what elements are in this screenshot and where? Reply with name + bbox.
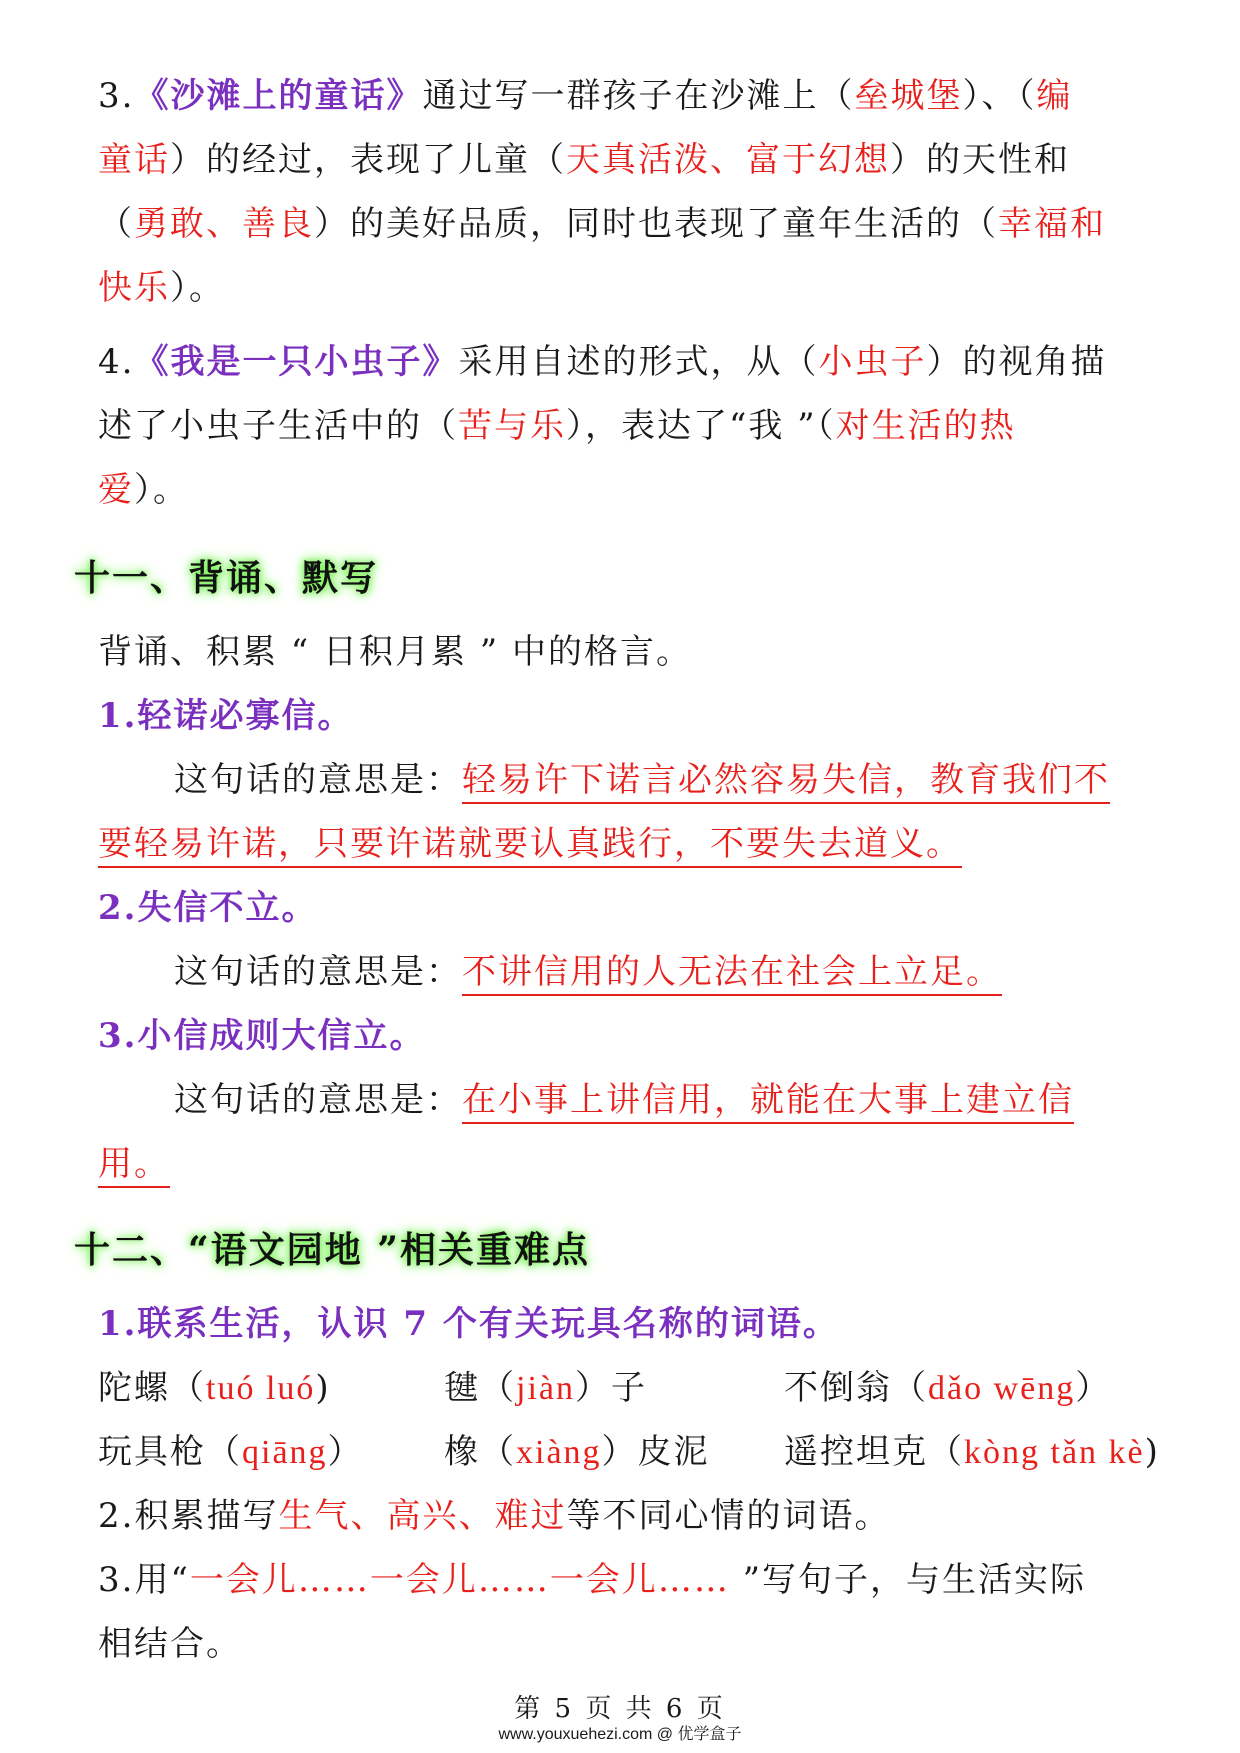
answer: 小虫子 xyxy=(818,342,927,382)
answer: 生气、高兴、难过 xyxy=(278,1496,567,1536)
text-title: 《沙滩上的童话》 xyxy=(134,76,423,116)
answer: 天真活泼、富于幻想 xyxy=(566,140,890,180)
item4-line2: 述了小虫子生活中的（苦与乐），表达了“我 ”（对生活的热 xyxy=(98,406,1016,446)
maxim-title: 3.小信成则大信立。 xyxy=(98,1016,426,1056)
item4-line3: 爱）。 xyxy=(98,470,189,510)
item3-line2: 童话）的经过，表现了儿童（天真活泼、富于幻想）的天性和 xyxy=(98,140,1070,180)
answer: 快乐 xyxy=(98,268,170,308)
text-title: 《我是一只小虫子》 xyxy=(134,342,459,382)
item4-line1: 4.《我是一只小虫子》采用自述的形式，从（小虫子）的视角描 xyxy=(98,342,1107,382)
toy-word: 陀螺（tuó luó) xyxy=(98,1368,331,1408)
answer: 不讲信用的人无法在社会上立足。 xyxy=(462,952,1002,996)
answer: 苦与乐 xyxy=(458,406,566,446)
answer: 编 xyxy=(1036,76,1073,116)
toy-word: 毽（jiàn）子 xyxy=(444,1368,647,1408)
item-number: 3. xyxy=(98,76,135,116)
answer: 对生活的热 xyxy=(835,406,1016,446)
maxim-meaning: 这句话的意思是：不讲信用的人无法在社会上立足。 xyxy=(98,940,1150,1004)
section-heading: 十二、“语文园地 ”相关重难点 xyxy=(74,1229,590,1271)
maxim-meaning: 这句话的意思是：轻易许下诺言必然容易失信，教育我们不 xyxy=(98,748,1150,812)
toy-word: 不倒翁（dǎo wēng） xyxy=(784,1368,1112,1408)
toy-word: 橡（xiàng）皮泥 xyxy=(444,1432,710,1472)
toy-word: 遥控坦克（kòng tǎn kè) xyxy=(784,1432,1160,1472)
maxim-meaning: 这句话的意思是：在小事上讲信用，就能在大事上建立信 xyxy=(98,1068,1150,1132)
answer: 一会儿……一会儿……一会儿…… xyxy=(189,1560,730,1600)
item3-line3: （勇敢、善良）的美好品质，同时也表现了童年生活的（幸福和 xyxy=(98,204,1106,244)
answer: 爱 xyxy=(98,470,134,510)
answer: 童话 xyxy=(98,140,170,180)
item3-line1: 3.《沙滩上的童话》通过写一群孩子在沙滩上（垒城堡）、（编 xyxy=(98,76,1073,116)
section12-point3-cont: 相结合。 xyxy=(98,1624,242,1664)
section-heading: 十一、背诵、默写 xyxy=(74,557,379,599)
answer: 垒城堡 xyxy=(854,76,963,116)
toy-word: 玩具枪（qiāng） xyxy=(98,1432,364,1472)
answer: 在小事上讲信用，就能在大事上建立信 xyxy=(462,1080,1074,1124)
maxim-title: 1.轻诺必寡信。 xyxy=(98,696,354,736)
answer: 幸福和 xyxy=(998,204,1106,244)
maxim-title: 2.失信不立。 xyxy=(98,888,318,928)
item3-line4: 快乐）。 xyxy=(98,268,225,308)
section11-intro: 背诵、积累 “ 日积月累 ” 中的格言。 xyxy=(98,632,692,672)
section12-point1: 1.联系生活，认识 7 个有关玩具名称的词语。 xyxy=(98,1304,839,1344)
section12-point3: 3.用“一会儿……一会儿……一会儿…… ”写句子，与生活实际 xyxy=(98,1560,1087,1600)
maxim-meaning-cont xyxy=(98,1132,1150,1196)
footer-site: www.youxuehezi.com @ 优学盒子 xyxy=(498,1726,742,1743)
answer: 用。 xyxy=(98,1144,170,1188)
answer: 勇敢、善良 xyxy=(134,204,314,244)
answer: 轻易许下诺言必然容易失信，教育我们不 xyxy=(462,760,1110,804)
page-number: 第 5 页 共 6 页 xyxy=(514,1694,726,1724)
item-number: 4. xyxy=(98,342,135,382)
answer: 要轻易许诺，只要许诺就要认真践行，不要失去道义。 xyxy=(98,824,962,868)
maxim-meaning-cont xyxy=(98,812,1150,876)
section12-point2: 2.积累描写生气、高兴、难过等不同心情的词语。 xyxy=(98,1496,891,1536)
